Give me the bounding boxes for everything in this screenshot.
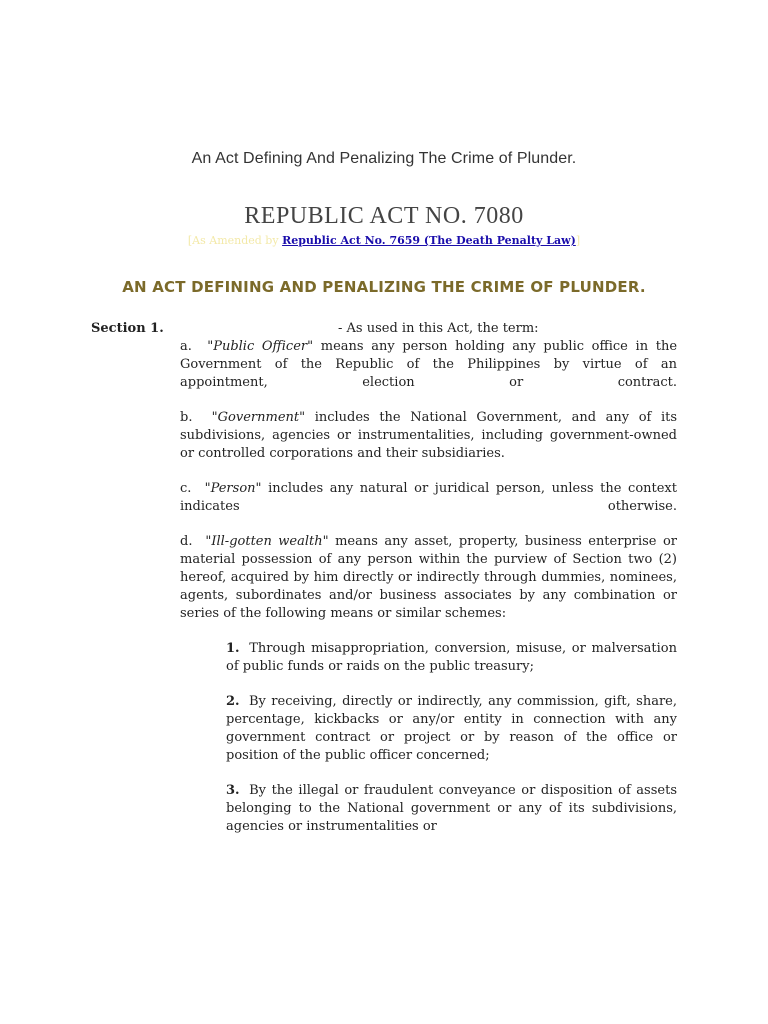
means-number: 2. [226, 694, 240, 709]
amendment-note [0, 233, 768, 249]
definitions-list [180, 338, 677, 853]
definition-term: "Person" [204, 481, 262, 496]
definition-letter: d. [180, 534, 193, 549]
amendment-link[interactable]: Republic Act No. 7659 (The Death Penalty Law) [282, 234, 576, 247]
definition-letter: a. [180, 339, 192, 354]
means-number: 3. [226, 783, 240, 798]
definition-item [180, 338, 677, 392]
section-label: Section 1. [91, 321, 164, 336]
definition-item [180, 480, 677, 516]
means-text: By receiving, directly or indirectly, any commission, gift, share, percentage, kickbacks or any/or entity in connection with any government contract or project or by reason of the office or position of the public officer concerned; [226, 694, 677, 763]
definition-item [180, 409, 677, 463]
definition-letter: c. [180, 481, 192, 496]
definition-text: includes any natural or juridical person, unless the context indicates otherwise. [180, 481, 677, 514]
definition-item [180, 533, 677, 623]
definition-term: "Ill-gotten wealth" [205, 534, 329, 549]
means-item [226, 640, 677, 676]
amendment-prefix: [As Amended by [187, 234, 283, 247]
document-top-title: An Act Defining And Penalizing The Crime of Plunder. [191, 150, 577, 167]
means-text: By the illegal or fraudulent conveyance or disposition of assets belonging to the National government or any of its subdivisions, agencies or instrumentalities or [226, 783, 677, 834]
means-text: Through misappropriation, conversion, misuse, or malversation of public funds or raids on the public treasury; [226, 641, 677, 674]
section-intro: - As used in this Act, the term: [338, 321, 539, 336]
definition-letter: b. [180, 410, 193, 425]
act-title-heading: AN ACT DEFINING AND PENALIZING THE CRIME OF PLUNDER. [122, 278, 646, 296]
definition-term: "Government" [211, 410, 306, 425]
means-item [226, 782, 677, 836]
definition-text: includes the National Government, and any of its subdivisions, agencies or instrumentalities, including government-owned or controlled corporations and their subsidiaries. [180, 410, 677, 461]
definition-text: means any asset, property, business enterprise or material possession of any person within the purview of Section two (2) hereof, acquired by him directly or indirectly through dummies, nominees, agents, subordinates and/or business associates by any combination or series of the following means or similar schemes: [180, 534, 677, 621]
means-item [226, 693, 677, 765]
section-1-header [91, 320, 677, 338]
means-list [226, 640, 677, 836]
means-number: 1. [226, 641, 240, 656]
definition-text: means any person holding any public office in the Government of the Republic of the Philippines by virtue of an appointment, election or contract. [180, 339, 678, 390]
amendment-suffix: ] [575, 234, 581, 247]
republic-act-heading: REPUBLIC ACT NO. 7080 [244, 203, 524, 229]
definition-term: "Public Officer" [207, 339, 314, 354]
